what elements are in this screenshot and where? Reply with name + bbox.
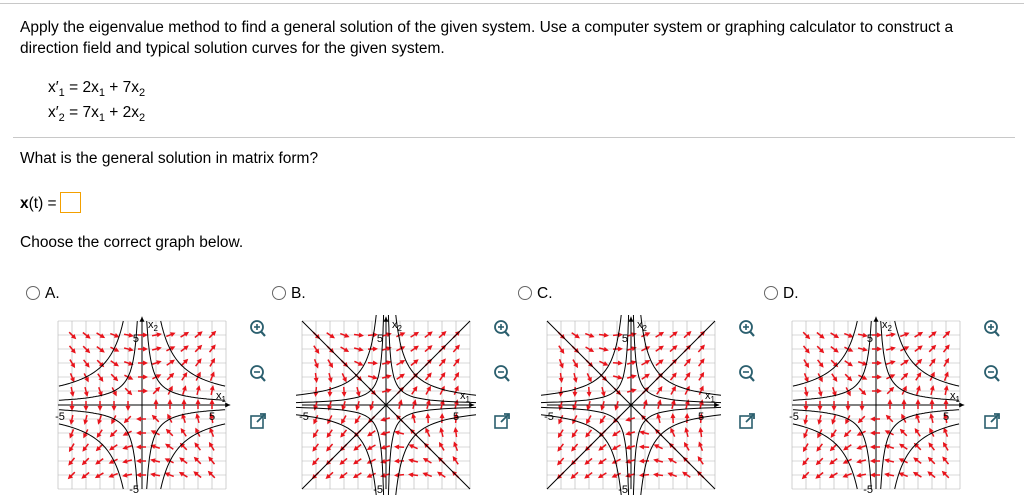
direction-arrowhead bbox=[818, 406, 823, 411]
direction-arrowhead bbox=[136, 417, 141, 422]
direction-arrowhead bbox=[831, 419, 836, 425]
direction-arrowhead bbox=[618, 346, 623, 351]
y-axis-arrowhead bbox=[629, 317, 634, 322]
section-divider bbox=[13, 137, 1015, 138]
choice-a[interactable]: A. bbox=[26, 285, 60, 303]
direction-arrowhead bbox=[902, 399, 907, 404]
y-max-tick-label: 5 bbox=[132, 333, 139, 345]
direction-arrowhead bbox=[425, 413, 430, 418]
y-max-tick-label: 5 bbox=[376, 333, 383, 345]
x-min-tick-label: -5 bbox=[299, 411, 309, 423]
problem-statement: Apply the eigenvalue method to find a general solution of the given system. Use a computer system or graphing calculator to construct a direction field and typical solution curves for the given system. bbox=[20, 19, 954, 57]
direction-arrowhead bbox=[156, 360, 162, 365]
direction-arrowhead bbox=[168, 399, 173, 404]
answer-row: x(t) = bbox=[20, 192, 81, 213]
direction-arrowhead bbox=[639, 459, 644, 464]
radio-button[interactable] bbox=[272, 286, 286, 300]
y-min-tick-label: -5 bbox=[618, 484, 628, 495]
direction-arrowhead bbox=[870, 431, 875, 436]
direction-arrowhead bbox=[373, 346, 378, 351]
y-axis-label: $x_2$ bbox=[148, 319, 158, 333]
direction-arrowhead bbox=[122, 445, 128, 450]
choice-b[interactable]: B. bbox=[272, 285, 306, 303]
direction-arrowhead bbox=[846, 406, 851, 411]
direction-arrowhead bbox=[154, 399, 159, 404]
zoom-out-icon[interactable] bbox=[248, 364, 268, 384]
direction-arrowhead bbox=[143, 375, 148, 380]
y-axis-arrowhead bbox=[384, 317, 389, 322]
direction-arrowhead bbox=[870, 459, 875, 464]
radio-button[interactable] bbox=[518, 286, 532, 300]
direction-arrowhead bbox=[877, 375, 882, 380]
x-axis-label: $x_1$ bbox=[460, 390, 470, 404]
direction-arrowhead bbox=[136, 459, 141, 464]
question-choose-graph: Choose the correct graph below. bbox=[20, 234, 244, 251]
direction-arrowhead bbox=[440, 413, 445, 418]
direction-field-graph-a bbox=[52, 315, 232, 495]
direction-arrowhead bbox=[587, 392, 592, 397]
direction-arrowhead bbox=[877, 361, 882, 366]
direction-arrowhead bbox=[685, 413, 690, 418]
direction-arrowhead bbox=[572, 392, 577, 397]
y-max-tick-label: 5 bbox=[866, 333, 873, 345]
direction-arrowhead bbox=[916, 385, 921, 391]
x-axis-label: $x_1$ bbox=[950, 390, 960, 404]
direction-arrowhead bbox=[143, 361, 148, 366]
direction-arrowhead bbox=[670, 413, 675, 418]
direction-field-graph-d bbox=[786, 315, 966, 495]
equation-1: $x'_1 = 2x_1 + 7x_2$ bbox=[48, 79, 146, 99]
direction-arrowhead bbox=[182, 385, 187, 391]
direction-arrowhead bbox=[856, 445, 862, 450]
equation-2: $x'_2 = 7x_1 + 2x_2$ bbox=[48, 104, 146, 124]
zoom-in-icon[interactable] bbox=[982, 319, 1002, 339]
direction-arrowhead bbox=[143, 347, 148, 352]
open-external-icon[interactable] bbox=[982, 411, 1002, 431]
x-min-tick-label: -5 bbox=[789, 411, 799, 423]
direction-arrowhead bbox=[112, 406, 117, 411]
y-min-tick-label: -5 bbox=[863, 484, 873, 495]
choice-d[interactable]: D. bbox=[764, 285, 799, 303]
direction-arrowhead bbox=[196, 399, 201, 404]
direction-arrowhead bbox=[182, 399, 187, 404]
direction-field-graph-c bbox=[541, 315, 721, 495]
direction-arrowhead bbox=[618, 361, 623, 366]
direction-field-graph-b bbox=[296, 315, 476, 495]
choice-c[interactable]: C. bbox=[518, 285, 553, 303]
direction-arrowhead bbox=[890, 360, 896, 365]
direction-arrowhead bbox=[394, 444, 399, 449]
direction-arrowhead bbox=[98, 406, 103, 411]
y-axis-label: $x_2$ bbox=[882, 319, 892, 333]
y-axis-label: $x_2$ bbox=[637, 319, 647, 333]
direction-arrowhead bbox=[97, 419, 102, 425]
x-min-tick-label: -5 bbox=[544, 411, 554, 423]
x-max-tick-label: 5 bbox=[942, 411, 950, 423]
direction-arrowhead bbox=[888, 399, 893, 404]
x-max-tick-label: 5 bbox=[452, 411, 460, 423]
x-min-tick-label: -5 bbox=[55, 411, 65, 423]
zoom-in-icon[interactable] bbox=[248, 319, 268, 339]
direction-arrowhead bbox=[84, 406, 89, 411]
direction-arrowhead bbox=[870, 445, 875, 450]
zoom-in-icon[interactable] bbox=[737, 319, 757, 339]
zoom-out-icon[interactable] bbox=[737, 364, 757, 384]
zoom-in-icon[interactable] bbox=[492, 319, 512, 339]
open-external-icon[interactable] bbox=[737, 411, 757, 431]
direction-arrowhead bbox=[860, 406, 865, 411]
direction-arrowhead bbox=[136, 431, 141, 436]
top-divider bbox=[0, 3, 1024, 4]
radio-button[interactable] bbox=[26, 286, 40, 300]
direction-arrowhead bbox=[327, 392, 332, 397]
y-min-tick-label: -5 bbox=[373, 484, 383, 495]
direction-arrowhead bbox=[832, 406, 837, 411]
direction-arrowhead bbox=[373, 361, 378, 366]
direction-arrowhead bbox=[143, 389, 148, 394]
direction-arrowhead bbox=[877, 389, 882, 394]
answer-input-box[interactable] bbox=[60, 192, 81, 213]
x-axis-label: $x_1$ bbox=[705, 390, 715, 404]
direction-arrowhead bbox=[136, 445, 141, 450]
question-general-solution: What is the general solution in matrix form? bbox=[20, 150, 319, 167]
direction-arrowhead bbox=[126, 406, 131, 411]
open-external-icon[interactable] bbox=[248, 411, 268, 431]
x-max-tick-label: 5 bbox=[697, 411, 705, 423]
direction-arrowhead bbox=[877, 347, 882, 352]
direction-arrowhead bbox=[394, 459, 399, 464]
open-external-icon[interactable] bbox=[492, 411, 512, 431]
y-min-tick-label: -5 bbox=[129, 484, 139, 495]
direction-arrowhead bbox=[930, 399, 935, 404]
zoom-out-icon[interactable] bbox=[492, 364, 512, 384]
direction-arrowhead bbox=[342, 392, 347, 397]
y-axis-arrowhead bbox=[874, 317, 879, 322]
direction-arrowhead bbox=[870, 417, 875, 422]
direction-arrowhead bbox=[639, 444, 644, 449]
y-max-tick-label: 5 bbox=[621, 333, 628, 345]
y-axis-arrowhead bbox=[140, 317, 145, 322]
zoom-out-icon[interactable] bbox=[982, 364, 1002, 384]
direction-arrowhead bbox=[916, 399, 921, 404]
x-max-tick-label: 5 bbox=[208, 411, 216, 423]
y-axis-label: $x_2$ bbox=[392, 319, 402, 333]
radio-button[interactable] bbox=[764, 286, 778, 300]
x-axis-label: $x_1$ bbox=[216, 390, 226, 404]
